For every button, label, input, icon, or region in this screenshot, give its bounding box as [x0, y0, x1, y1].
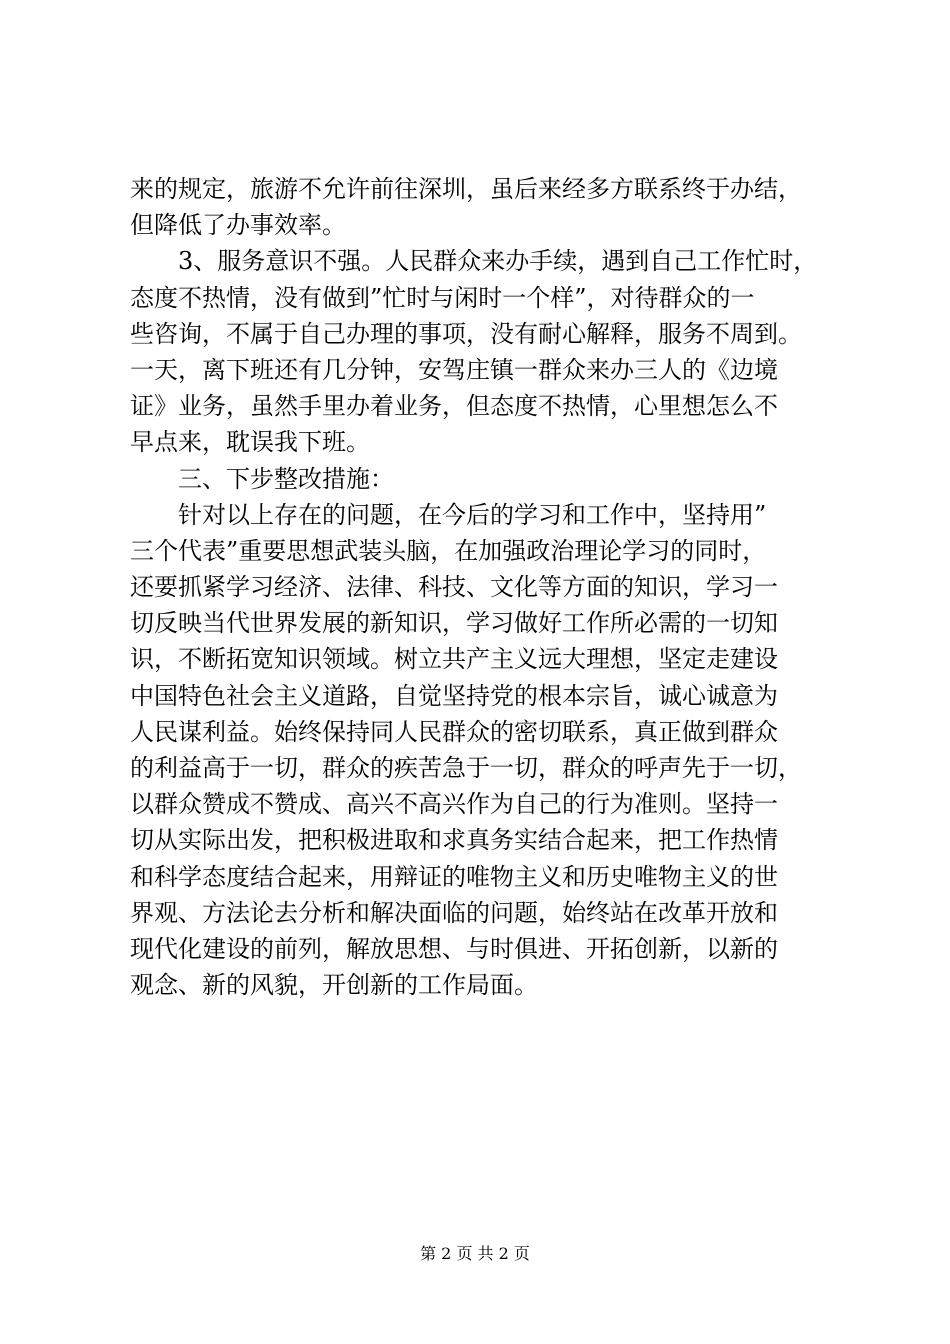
text-line: 但降低了办事效率。 [130, 211, 346, 240]
text-line: 三个代表”重要思想武装头脑，在加强政治理论学习的同时， [130, 536, 767, 565]
text-line: 一天，离下班还有几分钟，安驾庄镇一群众来办三人的《边境 [130, 355, 778, 384]
text-line: 人民谋利益。始终保持同人民群众的密切联系，真正做到群众 [130, 717, 778, 746]
text-line: 中国特色社会主义道路，自觉坚持党的根本宗旨，诚心诚意为 [130, 681, 778, 710]
text-line: 界观、方法论去分析和解决面临的问题，始终站在改革开放和 [130, 898, 778, 927]
text-line: 以群众赞成不赞成、高兴不高兴作为自己的行为准则。坚持一 [130, 790, 778, 819]
page-footer: 第 2 页 共 2 页 [420, 1244, 530, 1263]
text-line: 来的规定，旅游不允许前往深圳，虽后来经多方联系终于办结， [130, 175, 802, 203]
text-line: 切从实际出发，把积极进取和求真务实结合起来，把工作热情 [130, 826, 778, 855]
text-line: 早点来，耽误我下班。 [130, 428, 370, 457]
text-line: 和科学态度结合起来，用辩证的唯物主义和历史唯物主义的世 [130, 862, 778, 891]
text-line: 现代化建设的前列，解放思想、与时俱进、开拓创新，以新的 [130, 934, 778, 963]
text-line: 证》业务，虽然手里办着业务，但态度不热情，心里想怎么不 [130, 392, 778, 421]
text-line: 识，不断拓宽知识领域。树立共产主义远大理想，坚定走建设 [130, 645, 778, 674]
text-line: 态度不热情，没有做到”忙时与闲时一个样”，对待群众的一 [130, 283, 755, 312]
section-heading: 三、下步整改措施： [130, 464, 394, 493]
text-line: 些咨询，不属于自己办理的事项，没有耐心解释，服务不周到。 [130, 319, 802, 348]
text-line: 还要抓紧学习经济、法律、科技、文化等方面的知识，学习一 [130, 573, 778, 602]
text-line: 切反映当代世界发展的新知识，学习做好工作所必需的一切知 [130, 609, 778, 638]
text-line: 针对以上存在的问题，在今后的学习和工作中，坚持用” [130, 500, 767, 529]
document-body [130, 171, 850, 1003]
text-line: 的利益高于一切，群众的疾苦急于一切，群众的呼声先于一切， [130, 754, 802, 782]
text-line: 3、服务意识不强。人民群众来办手续，遇到自己工作忙时， [130, 247, 818, 276]
text-line: 观念、新的风貌，开创新的工作局面。 [130, 971, 538, 1000]
